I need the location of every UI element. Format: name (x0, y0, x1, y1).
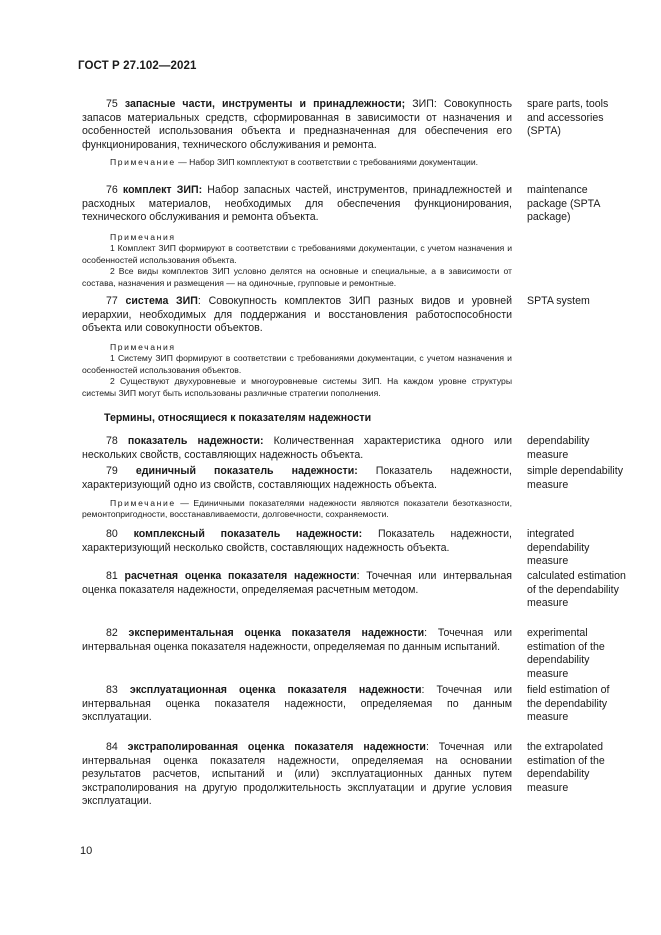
term-80: 80 комплексный показатель надежности: Показатель надежности, характеризующий несколько свойств, составляющих надежность объекта. (82, 528, 512, 554)
note-76: Примечания 1 Комплект ЗИП формируют в соответствии с требованиями документации, с учетом назначения и особенностей использования объекта. 2 Все виды комплектов ЗИП условно делятся на основные и специальные, а в зависимости от состава, назначения и размещения — на одиночные, групповые и ремонтные. (82, 232, 512, 288)
note-77: Примечания 1 Систему ЗИП формируют в соответствии с требованиями документации, с учетом назначения и особенностей использования объектов. 2 Существуют двухуровневые и многоуровневые системы ЗИП. На каждом уровне структуры системы ЗИП могут быть использованы различные стратегии пополнения. (82, 342, 512, 398)
term-81-en: calculated estimation of the dependability measure (527, 570, 626, 610)
term-76-en: maintenance package (SPTA package) (527, 184, 600, 224)
term-76: 76 комплект ЗИП: Набор запасных частей, инструментов, принадлежностей и расходных материалов, необходимых для обеспечения функционирования, технического обслуживания и ремонта объекта. (82, 184, 512, 224)
term-75-en: spare parts, tools and accessories (SPTA) (527, 98, 609, 138)
term-84: 84 экстраполированная оценка показателя надежности: Точечная или интервальная оценка показателя надежности, определяемая на основании результатов расчетов, испытаний и (или) эксплуатационных данных путем экстраполирования на другую продолжительность эксплуатации и другие условия эксплуатации. (82, 741, 512, 808)
term-79: 79 единичный показатель надежности: Показатель надежности, характеризующий одно из свойств, составляющих надежность объекта. (82, 465, 512, 491)
term-81: 81 расчетная оценка показателя надежности: Точечная или интервальная оценка показателя надежности, определяемая расчетным методом. (82, 570, 512, 596)
term-75: 75 запасные части, инструменты и принадлежности; ЗИП: Совокупность запасов материальных средств, сформированная в зависимости от назначения и особенностей использования объекта и предназначенная для обеспечения его функционирования, технического обслуживания и ремонта. (82, 98, 512, 151)
term-78: 78 показатель надежности: Количественная характеристика одного или нескольких свойств, составляющих надежность объекта. (82, 435, 512, 461)
term-83: 83 эксплуатационная оценка показателя надежности: Точечная или интервальная оценка показателя надежности, определяемая по данным эксплуатации. (82, 684, 512, 724)
term-80-en: integrated dependability measure (527, 528, 590, 568)
page-number: 10 (80, 845, 93, 857)
term-79-en: simple dependability measure (527, 465, 623, 491)
term-82-en: experimental estimation of the dependability measure (527, 627, 605, 680)
section-title: Термины, относящиеся к показателям надежности (104, 412, 372, 424)
term-77-en: SPTA system (527, 295, 590, 307)
term-78-en: dependability measure (527, 435, 590, 461)
term-84-en: the extrapolated estimation of the dependability measure (527, 741, 605, 794)
term-77: 77 система ЗИП: Совокупность комплектов ЗИП разных видов и уровней иерархии, необходимых для поддержания и восстановления работоспособности объекта или совокупности объектов. (82, 295, 512, 335)
term-83-en: field estimation of the dependability measure (527, 684, 610, 724)
note-79: Примечание — Единичными показателями надежности являются показатели безотказности, ремонтопригодности, восстанавливаемости, долговечности, сохраняемости. (82, 498, 512, 520)
document-header: ГОСТ Р 27.102—2021 (78, 60, 197, 72)
term-82: 82 экспериментальная оценка показателя надежности: Точечная или интервальная оценка показателя надежности, определяемая по данным испытаний. (82, 627, 512, 653)
note-75: Примечание — Набор ЗИП комплектуют в соответствии с требованиями документации. (110, 157, 479, 167)
